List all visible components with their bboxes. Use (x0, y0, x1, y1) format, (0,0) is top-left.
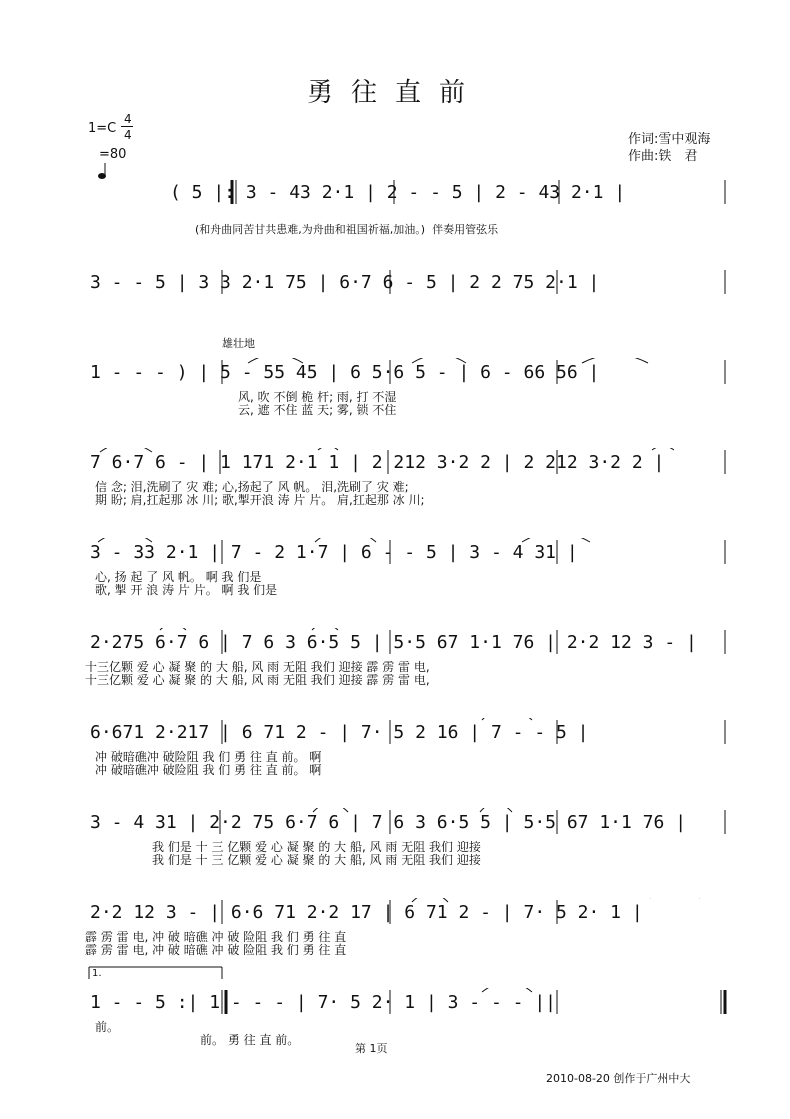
performance-instruction: (和舟曲同苦甘共患难,为舟曲和祖国祈福,加油。) 伴奏用管弦乐 (195, 223, 499, 236)
lyrics-verse-1: 十三亿颗 爱 心 凝 聚 的 大 船, 风 雨 无阻 我们 迎接 霹 雳 雷 电, (85, 660, 430, 674)
page-number: 第 1页 (355, 1042, 388, 1055)
notation-line: 3 - 33 2·1 | 7 - 2 1·7 | 6 - - 5 | 3 - 4 31 | (90, 542, 578, 563)
creation-note: 2010-08-20 创作于广州中大 (546, 1072, 691, 1085)
notation-line: 2·2 12 3 - | 6·6 71 2·2 17 | 6 71 2 - | 7· 5 2· 1 | (90, 902, 643, 923)
lyrics-verse-1: 冲 破暗礁冲 破险阻 我 们 勇 往 直 前。 啊 (95, 750, 322, 764)
key-signature: 1=C (88, 121, 117, 136)
lyrics-verse-1: 信 念; 泪,洗刷了 灾 难; 心,扬起了 风 帆。 泪,洗刷了 灾 难; (95, 480, 409, 494)
lyrics-verse-2: 前。 勇 往 直 前。 (200, 1033, 300, 1047)
lyrics-verse-1: 风, 吹 不倒 桅 杆; 雨, 打 不湿 (238, 390, 397, 404)
time-signature-bottom: 4 (124, 128, 132, 142)
volta-number: 1. (92, 968, 102, 979)
song-title: 勇往直前 (306, 78, 483, 108)
notation-line: 1 - - 5 :| 1 - - - | 7· 5 2· 1 | 3 - - - || (90, 992, 556, 1013)
lyrics-verse-2: 我 们是 十 三 亿颗 爱 心 凝 聚 的 大 船, 风 雨 无阻 我们 迎接 (152, 853, 481, 867)
notation-line: 7 6·7 6 - | 1 171 2·1 1 | 2 212 3·2 2 | 2 212 3·2 2 | (90, 452, 665, 473)
notation-line: 3 - 4 31 | 2·2 75 6·7 6 | 7 6 3 6·5 5 | 5·5 67 1·1 76 | (90, 812, 687, 833)
lyrics-verse-1: 前。 (95, 1020, 120, 1034)
volta-bracket (88, 966, 228, 980)
notation-line: 3 - - 5 | 3 3 2·1 75 | 6·7 6 - 5 | 2 2 75 2·1 | (90, 272, 600, 293)
lyrics-verse-1: 我 们是 十 三 亿颗 爱 心 凝 聚 的 大 船, 风 雨 无阻 我们 迎接 (152, 840, 481, 854)
lyricist: 作词:雪中观海 (628, 132, 711, 147)
lyrics-verse-1: 心, 扬 起 了 风 帆。 啊 我 们是 (95, 570, 262, 584)
composer: 作曲:铁 君 (628, 149, 698, 164)
notation-line: 2·275 6·7 6 | 7 6 3 6·5 5 | 5·5 67 1·1 76 | 2·2 12 3 - | (90, 632, 697, 653)
notation-line: ( 5 |: 3 - 43 2·1 | 2 - - 5 | 2 - 43 2·1 | (170, 182, 626, 203)
time-signature-line (121, 126, 133, 127)
lyrics-verse-2: 十三亿颗 爱 心 凝 聚 的 大 船, 风 雨 无阻 我们 迎接 霹 雳 雷 电, (85, 673, 430, 687)
notation-line: 6·671 2·217 | 6 71 2 - | 7· 5 2 16 | 7 - - 5 | (90, 722, 589, 743)
time-signature-top: 4 (124, 112, 132, 126)
lyrics-verse-2: 歌, 掣 开 浪 涛 片 片。 啊 我 们是 (95, 583, 278, 597)
notation-line: 1 - - - ) | 5 - 55 45 | 6 5·6 5 - | 6 - 66 56 | (90, 362, 600, 383)
tempo: =80 (99, 147, 127, 162)
lyrics-verse-2: 霹 雳 雷 电, 冲 破 暗礁 冲 破 险阻 我 们 勇 往 直 (85, 943, 347, 957)
lyrics-verse-2: 期 盼; 肩,扛起那 冰 川; 歌,掣开浪 涛 片 片。 肩,扛起那 冰 川; (95, 493, 425, 507)
lyrics-verse-1: 霹 雳 雷 电, 冲 破 暗礁 冲 破 险阻 我 们 勇 往 直 (85, 930, 347, 944)
expression-mark: 雄壮地 (222, 337, 255, 350)
lyrics-verse-2: 云, 遮 不住 蓝 天; 雾, 锁 不住 (238, 403, 397, 417)
lyrics-verse-2: 冲 破暗礁冲 破险阻 我 们 勇 往 直 前。 啊 (95, 763, 322, 777)
